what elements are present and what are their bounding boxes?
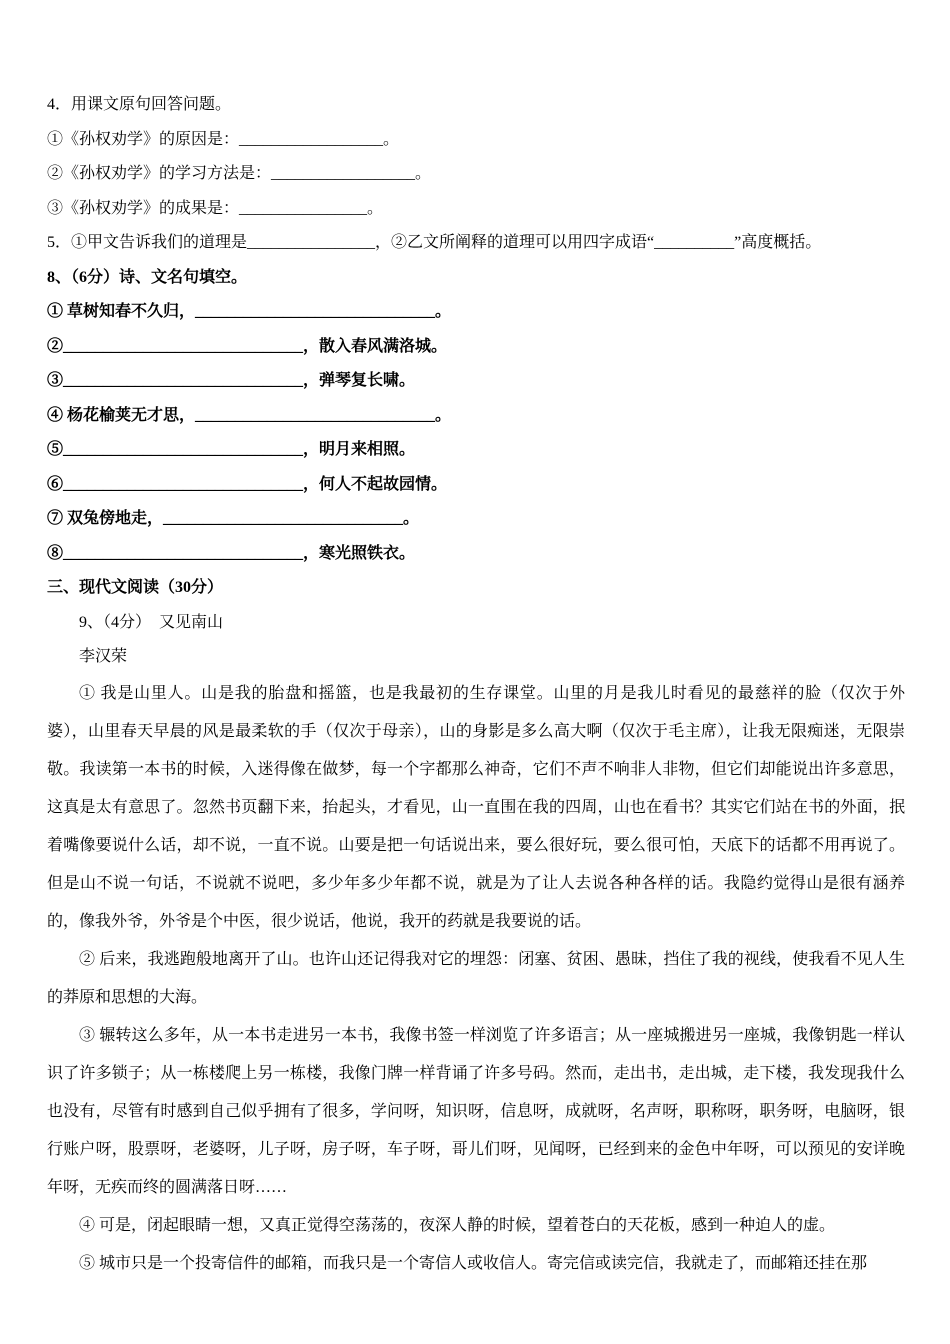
question-4-heading: 4．用课文原句回答问题。 bbox=[47, 96, 232, 113]
passage-paragraph-4: ④ 可是，闭起眼睛一想，又真正觉得空荡荡的，夜深人静的时候，望着苍白的天花板，感到一种迫人的虚。 bbox=[79, 1216, 836, 1234]
passage-paragraph-3: ③ 辗转这么多年，从一本书走进另一本书，我像书签一样浏览了许多语言；从一座城搬进另一座城，我像钥匙一样认识了许多锁子；从一栋楼爬上另一栋楼，我像门牌一样背诵了许多号码。然而，走出书，走出城，走下楼，我发现我什么也没有，尽管有时感到自己似乎拥有了很多，学问呀，知识呀，信息呀，成就呀，名声呀，职称呀，职务呀，电脑呀，银行账户呀，股票呀，老婆呀，儿子呀，房子呀，车子呀，哥儿们呀，见闻呀，已经到来的金色中年呀，可以预见的安详晚年呀，无疾而终的圆满落日呀…… bbox=[47, 1026, 905, 1196]
question-4-item-3: ③《孙权劝学》的成果是：________________。 bbox=[47, 199, 384, 217]
question-8-item-5: ⑤______________________________，明月来相照。 bbox=[47, 441, 416, 458]
question-8-item-8: ⑧______________________________，寒光照铁衣。 bbox=[47, 544, 416, 562]
question-8-item-2: ②______________________________，散入春风满洛城。 bbox=[47, 337, 448, 355]
section-3-heading: 三、现代文阅读（30分） bbox=[47, 579, 224, 596]
question-5: 5．①甲文告诉我们的道理是________________，②乙文所阐释的道理可以用四字成语“__________”高度概括。 bbox=[47, 234, 822, 251]
question-8-heading: 8、（6分）诗、文名句填空。 bbox=[47, 268, 248, 286]
question-8-item-7: ⑦ 双兔傍地走，______________________________。 bbox=[47, 510, 420, 527]
passage-author: 李汉荣 bbox=[79, 648, 128, 665]
passage-paragraph-1: ① 我是山里人。山是我的胎盘和摇篮，也是我最初的生存课堂。山里的月是我儿时看见的最慈祥的脸（仅次于外婆），山里春天早晨的风是最柔软的手（仅次于母亲），山的身影是多么高大啊（仅次于毛主席），让我无限痴迷，无限崇敬。我读第一本书的时候，入迷得像在做梦，每一个字都那么神奇，它们不声不响非人非物，但它们却能说出许多意思，这真是太有意思了。忽然书页翻下来，抬起头，才看见，山一直围在我的四周，山也在看书？其实它们站在书的外面，抿着嘴像要说什么话，却不说，一直不说。山要是把一句话说出来，要么很好玩，要么很可怕，天底下的话都不用再说了。但是山不说一句话，不说就不说吧，多少年多少年都不说，就是为了让人去说各种各样的话。我隐约觉得山是很有涵养的，像我外爷，外爷是个中医，很少说话，他说，我开的药就是我要说的话。 bbox=[47, 684, 905, 930]
passage-paragraph-2: ② 后来，我逃跑般地离开了山。也许山还记得我对它的埋怨：闭塞、贫困、愚昧，挡住了我的视线，使我看不见人生的莽原和思想的大海。 bbox=[47, 950, 905, 1006]
question-9-heading: 9、（4分） 又见南山 bbox=[79, 613, 224, 631]
question-4-item-2: ②《孙权劝学》的学习方法是：__________________。 bbox=[47, 165, 432, 182]
question-8-item-3: ③______________________________，弹琴复长啸。 bbox=[47, 372, 416, 389]
question-4-item-1: ①《孙权劝学》的原因是：__________________。 bbox=[47, 130, 400, 148]
question-8-item-4: ④ 杨花榆荚无才思，______________________________。 bbox=[47, 406, 452, 424]
question-8-item-6: ⑥______________________________，何人不起故园情。 bbox=[47, 475, 448, 493]
passage-paragraph-5: ⑤ 城市只是一个投寄信件的邮箱，而我只是一个寄信人或收信人。寄完信或读完信，我就走了，而邮箱还挂在那 bbox=[79, 1254, 868, 1272]
question-8-item-1: ① 草树知春不久归，______________________________。 bbox=[47, 303, 452, 320]
